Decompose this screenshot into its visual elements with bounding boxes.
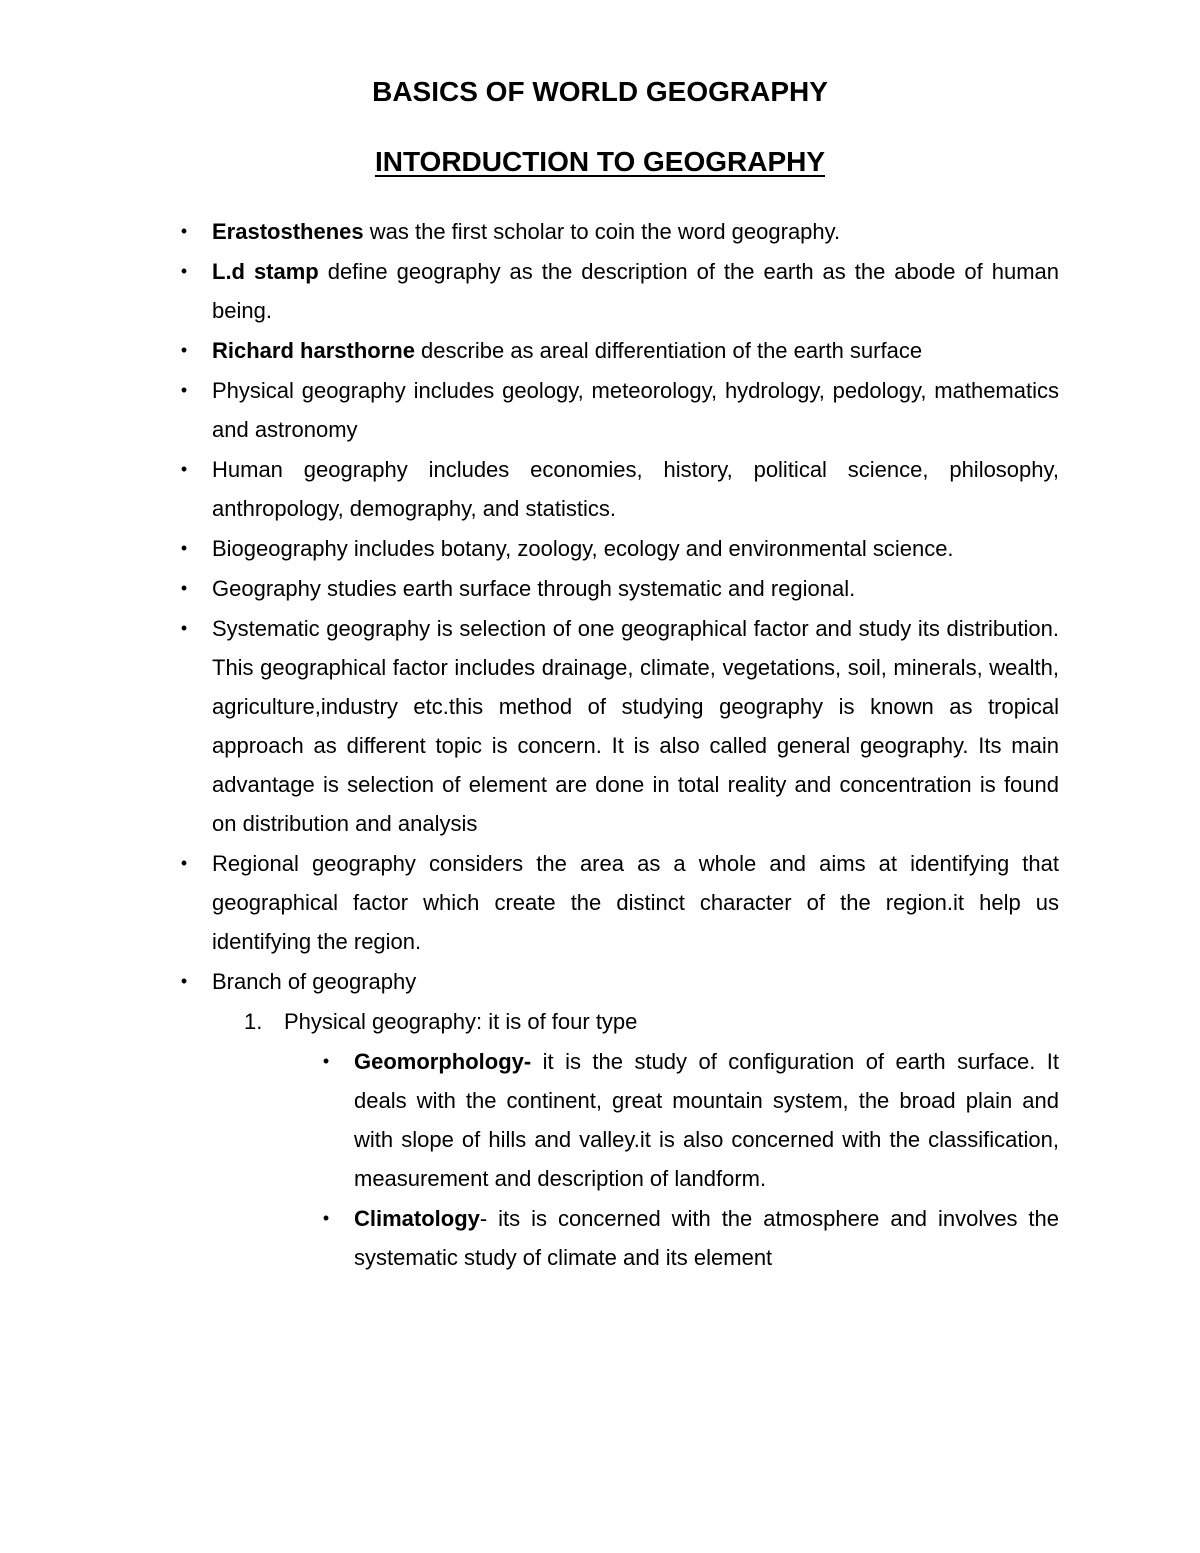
list-item xyxy=(180,569,1059,608)
list-item xyxy=(180,962,1059,1001)
list-item xyxy=(180,529,1059,568)
list-item xyxy=(180,450,1059,528)
bullet-icon: • xyxy=(180,538,188,558)
item-text: Physical geography includes geology, meteorology, hydrology, pedology, mathematics and astronomy xyxy=(212,378,1059,442)
bullet-icon: • xyxy=(180,853,188,873)
bullet-icon: • xyxy=(180,971,188,991)
bullet-icon: • xyxy=(180,618,188,638)
item-text: Systematic geography is selection of one geographical factor and study its distribution. This geographical factor includes drainage, climate, vegetations, soil, minerals, wealth, agriculture,industry etc.this method of studying geography is known as tropical approach as different topic is concern. It is also called general geography. Its main advantage is selection of element are done in total reality and concentration is found on distribution and analysis xyxy=(212,616,1059,836)
item-text: was the first scholar to coin the word geography. xyxy=(363,219,841,244)
item-text: Physical geography: it is of four type xyxy=(284,1009,638,1034)
item-text: Biogeography includes botany, zoology, ecology and environmental science. xyxy=(212,536,954,561)
item-text: - its is concerned with the atmosphere and involves the systematic study of climate and its element xyxy=(354,1206,1059,1270)
item-text: describe as areal differentiation of the earth surface xyxy=(414,338,923,363)
item-text: Geography studies earth surface through systematic and regional. xyxy=(212,576,856,601)
bullet-icon: • xyxy=(180,380,188,400)
term: L.d stamp xyxy=(212,259,319,284)
term: Climatology xyxy=(354,1206,480,1231)
term: Geomorphology- xyxy=(354,1049,532,1074)
bullet-icon: • xyxy=(180,340,188,360)
bullet-icon: • xyxy=(180,261,188,281)
item-text: Human geography includes economies, history, political science, philosophy, anthropology, demography, and statistics. xyxy=(212,457,1059,521)
item-text: it is the study of configuration of earth surface. It deals with the continent, great mountain system, the broad plain and with slope of hills and valley.it is also concerned with the classification, measurement and description of landform. xyxy=(354,1049,1059,1191)
item-text: define geography as the description of the earth as the abode of human being. xyxy=(212,259,1059,323)
bullet-icon: • xyxy=(322,1208,330,1228)
document-title: BASICS OF WORLD GEOGRAPHY xyxy=(372,76,828,107)
item-text: Branch of geography xyxy=(212,969,417,994)
sub-list-item xyxy=(322,1199,1059,1277)
sub-list-item xyxy=(322,1042,1059,1198)
bullet-list xyxy=(0,212,1200,1277)
item-number: 1. xyxy=(244,1009,263,1034)
list-item xyxy=(180,609,1059,843)
list-item xyxy=(180,252,1059,330)
numbered-item xyxy=(244,1002,1059,1041)
bullet-icon: • xyxy=(180,578,188,598)
bullet-icon: • xyxy=(180,459,188,479)
term: Erastosthenes xyxy=(212,219,364,244)
list-item xyxy=(180,371,1059,449)
item-text: Regional geography considers the area as a whole and aims at identifying that geographical factor which create the distinct character of the region.it help us identifying the region. xyxy=(212,851,1059,954)
list-item xyxy=(180,212,1059,251)
bullet-icon: • xyxy=(180,221,188,241)
list-item xyxy=(180,844,1059,961)
term: Richard harsthorne xyxy=(212,338,415,363)
list-item xyxy=(180,331,1059,370)
bullet-icon: • xyxy=(322,1051,330,1071)
section-heading: INTORDUCTION TO GEOGRAPHY xyxy=(374,146,826,177)
